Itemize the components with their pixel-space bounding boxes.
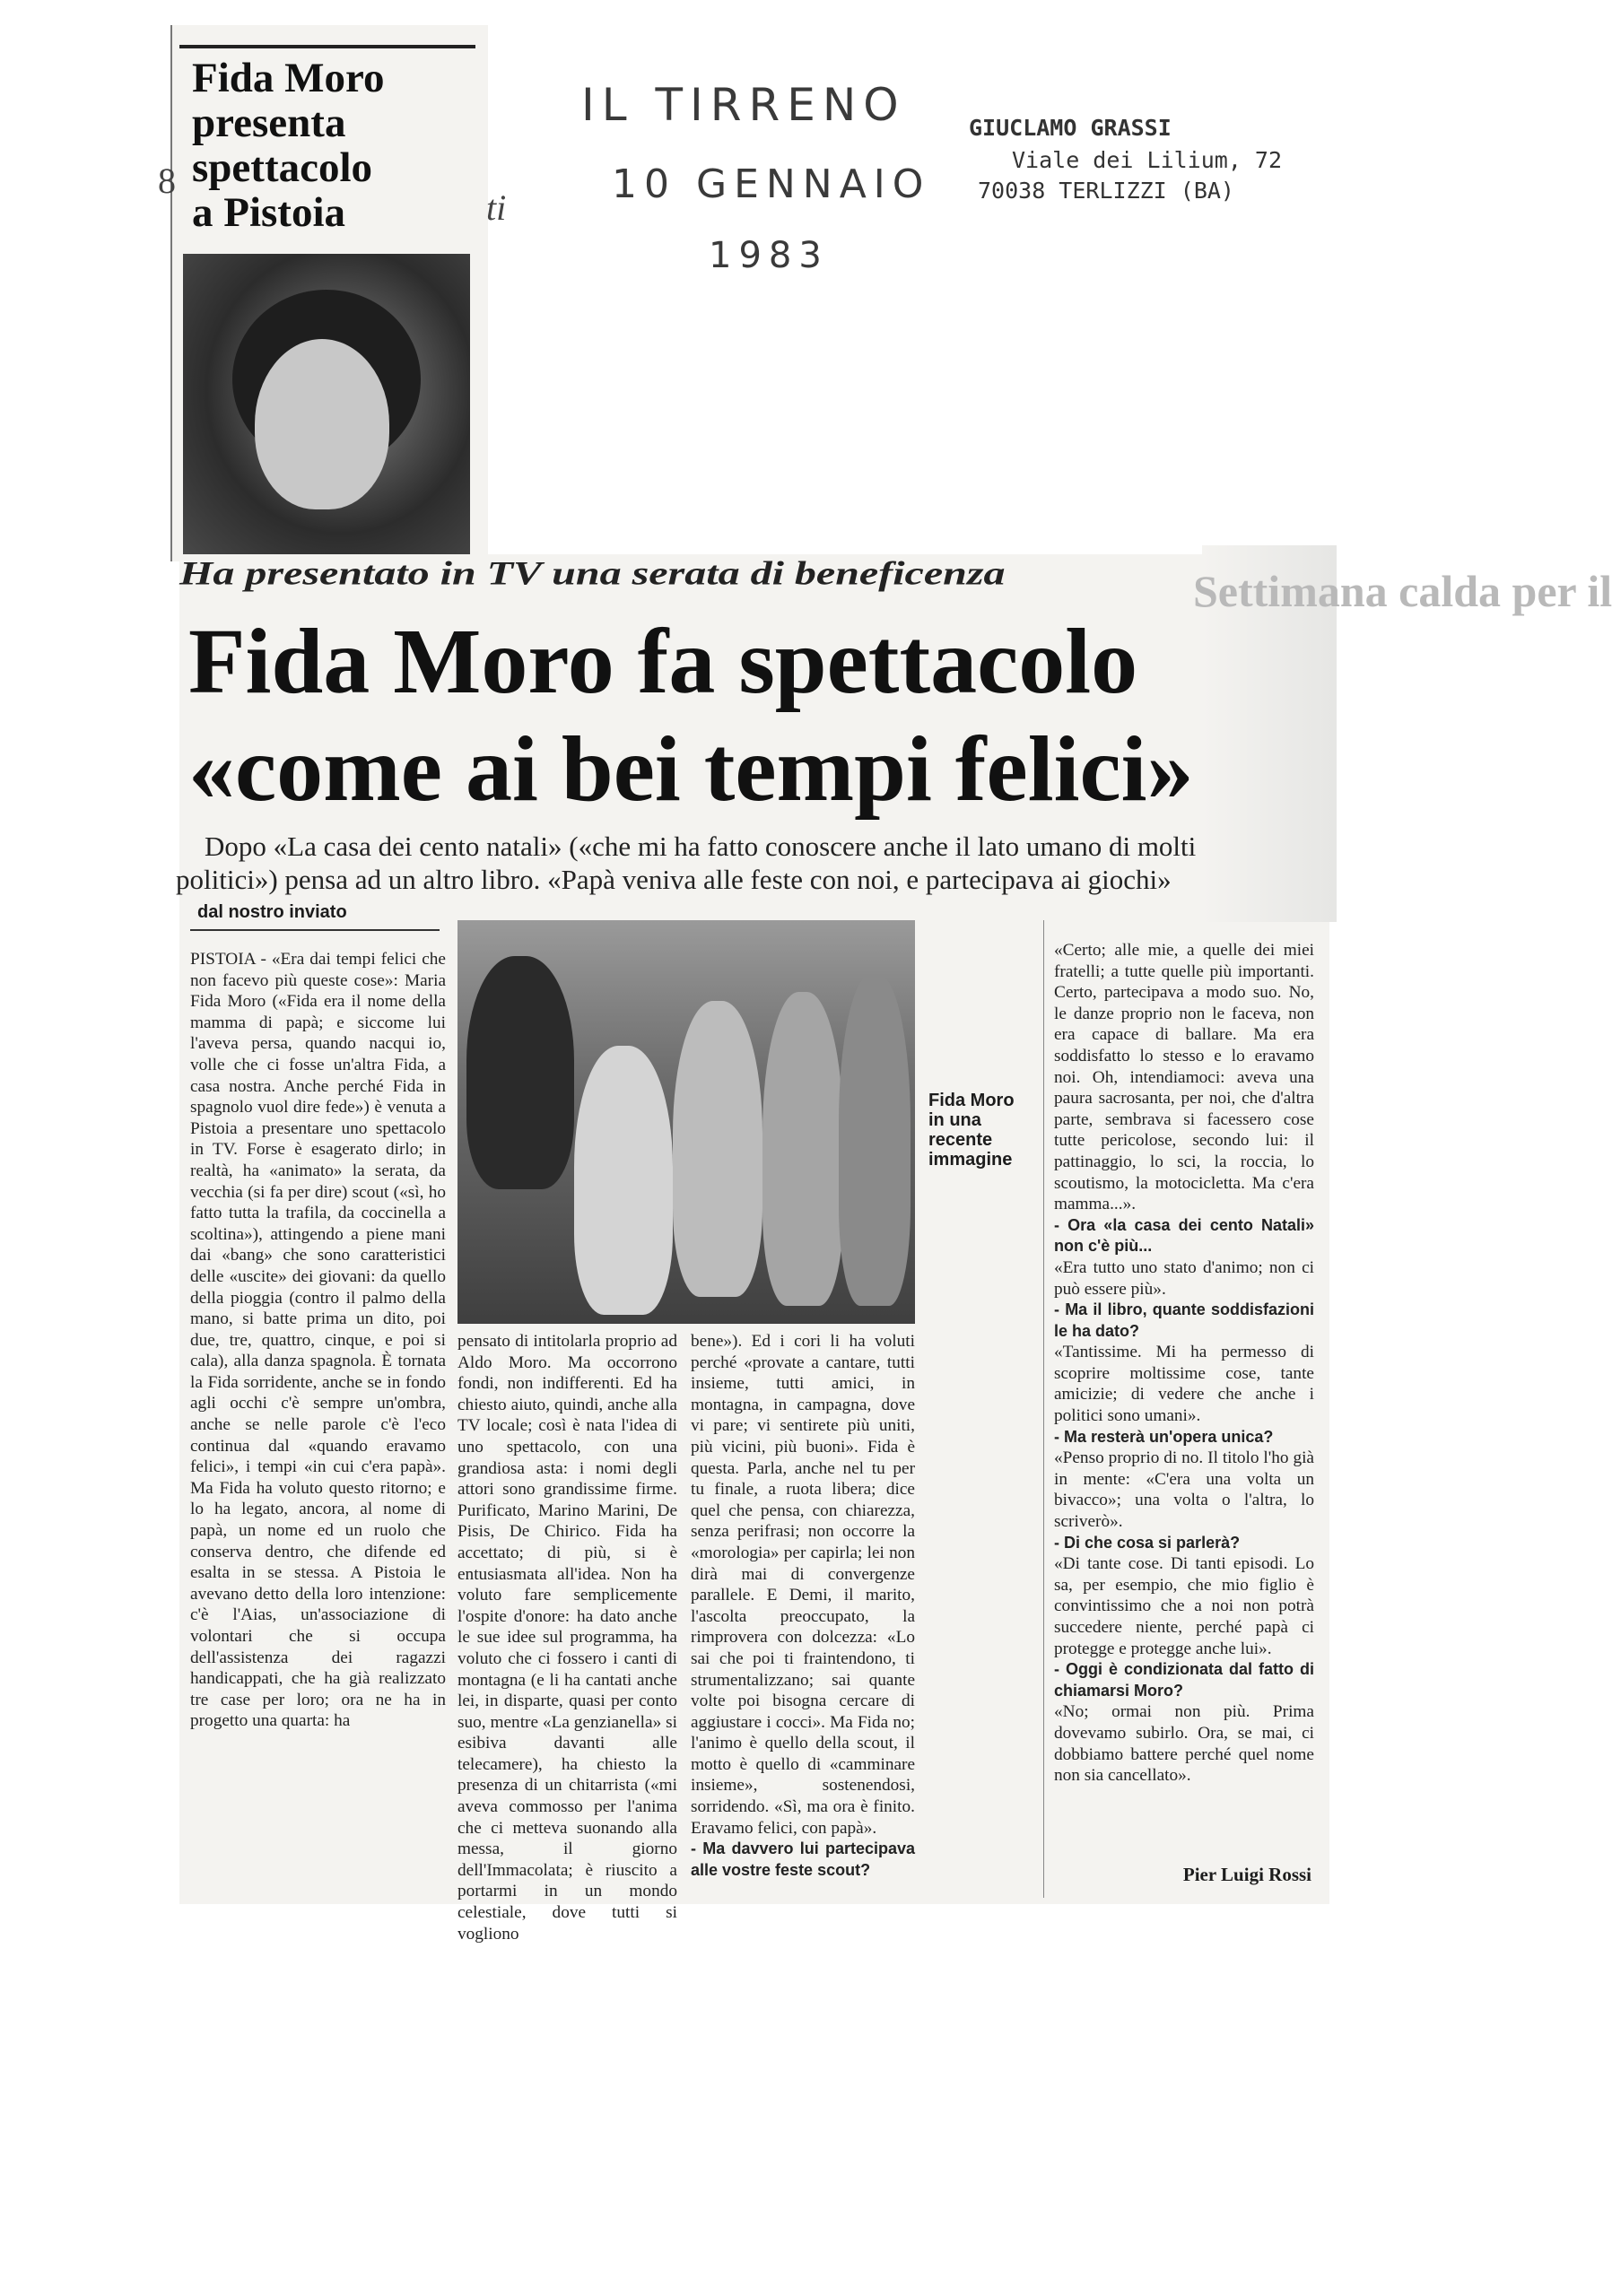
handwritten-date: 10 GENNAIO bbox=[612, 161, 931, 207]
article-deck-line-1: Dopo «La casa dei cento natali» («che mi ha fatto conoscere anche il lato umano di molti bbox=[205, 831, 1197, 862]
photo-figure bbox=[839, 974, 911, 1306]
photo-figure bbox=[466, 956, 574, 1189]
portrait-face bbox=[255, 339, 389, 509]
clipping-headline-line: a Pistoia bbox=[192, 189, 346, 236]
handwritten-newspaper-name: IL TIRRENO bbox=[581, 79, 906, 131]
column-4-answer: «Tantissime. Mi ha permesso di scoprire moltissime cose, tante amicizie; di vedere che anche i politici sono umani». bbox=[1054, 1343, 1314, 1426]
clipping-rule bbox=[179, 45, 475, 48]
caption-line: immagine bbox=[928, 1150, 1013, 1170]
clipping-headline bbox=[192, 56, 479, 235]
article-title-line-1: Fida Moro fa spettacolo bbox=[188, 610, 1138, 713]
article-column-4 bbox=[1054, 940, 1314, 1787]
photo-caption bbox=[928, 1091, 1036, 1170]
column-1-text: PISTOIA - «Era dai tempi felici che non facevo più queste cose»: Maria Fida Moro («Fida era il nome della mamma di papà; e siccome lui l'aveva persa, quando nacqui io, volle che ci fosse un'altra Fida, a casa nostra. Anche perché Fida in spagnolo vuol dire fede») è venuta a Pistoia a presentare uno spettacolo in TV. Forse è esagerato dirlo; in realtà, ha «animato» la serata, da vecchia (si fa per dire) scout («sì, ho fatto tutta la trafila, da coccinella a scoltina»), attingendo a piene mani dai «bang» che sono caratteristici delle «uscite» dei giovani: da quello della pioggia (contro il palmo della mano, si batte prima un dito, poi due, tre, quattro, cinque, e poi si cala), alla danza spagnola. È tornata la Fida sorridente, anche se in fondo agli occhi c'è sempre un'ombra, anche se nelle parole c'è l'eco continua dal «quando eravamo felici», i tempi «in cui c'era papà». Ma Fida ha voluto questo ritorno; e lo ha legato, ancora, al nome di papà, un nome ed un ruolo che conserva dentro, che difende ed esalta in se stessa. A Pistoia le avevano detto della loro intenzione: c'è l'Aias, un'associazione di volontari che si occupa dell'assistenza dei ragazzi handicappati, che ha già realizzato tre case per loro; ora ne ha in progetto una quarta: ha bbox=[190, 950, 446, 1731]
column-4-question: - Di che cosa si parlerà? bbox=[1054, 1533, 1241, 1552]
top-clipping bbox=[170, 25, 488, 561]
article-signature: Pier Luigi Rossi bbox=[1182, 1864, 1311, 1885]
adjacent-headline: Settimana calda per il bbox=[1193, 566, 1612, 616]
column-4-answer: «Penso proprio di no. Il titolo l'ho già in mente: «C'era una volta un bivacco»; una volta o l'altra, lo scriverò». bbox=[1054, 1448, 1314, 1532]
article-column-1 bbox=[190, 949, 446, 1732]
stamp-line-3: 70038 TERLIZZI (BA) bbox=[978, 178, 1234, 204]
clipping-headline-line: presenta bbox=[192, 100, 346, 146]
margin-mark-left: 8 bbox=[158, 161, 176, 201]
column-4-question: - Ma il libro, quante soddisfazioni le ha dato? bbox=[1054, 1300, 1314, 1340]
column-3-question: - Ma davvero lui partecipava alle vostre feste scout? bbox=[691, 1839, 915, 1879]
column-4-answer: «Era tutto uno stato d'animo; non ci può essere più». bbox=[1054, 1257, 1314, 1299]
column-4-question: - Ma resterà un'opera unica? bbox=[1054, 1427, 1274, 1446]
column-4-answer: «Di tante cose. Di tanti episodi. Lo sa, per esempio, che mio figlio è convintissimo che a noi non potrà succedere niente, perché papà ci protegge e protegge anche lui». bbox=[1054, 1554, 1314, 1658]
clipping-headline-line: spettacolo bbox=[192, 144, 373, 191]
column-4-question: - Ora «la casa dei cento Natali» non c'è più... bbox=[1054, 1215, 1314, 1256]
article-kicker: Ha presentato in TV una serata di beneficenza bbox=[179, 554, 1006, 593]
column-divider bbox=[1043, 920, 1044, 1898]
margin-mark-right: ti bbox=[486, 187, 507, 228]
photo-figure bbox=[673, 1001, 762, 1297]
stamp-line-2: Viale dei Lilium, 72 bbox=[1012, 147, 1283, 173]
article-column-3 bbox=[691, 1331, 915, 1881]
clipping-headline-line: Fida Moro bbox=[192, 55, 385, 101]
column-4-question: - Oggi è condizionata dal fatto di chiamarsi Moro? bbox=[1054, 1660, 1314, 1700]
caption-line: recente bbox=[928, 1130, 993, 1150]
caption-line: Fida Moro bbox=[928, 1091, 1015, 1110]
handwritten-year: 1983 bbox=[709, 235, 829, 276]
main-article bbox=[176, 554, 1612, 1944]
group-photo bbox=[457, 920, 915, 1324]
photo-figure bbox=[574, 1046, 673, 1315]
column-3-text: bene»). Ed i cori li ha voluti perché «provate a cantare, tutti insieme, tutti amici, in montagna, in campagna, dove vi pare; vi sentirete più uniti, più vicini, più buoni». Fida è questa. Parla, anche nel tu per tu finale, a ruota libera; dice quel che pensa, con chiarezza, senza perifrasi; non occorre la «morologia» per capirla; lei non dirà mai di convergenze parallele. E Demi, il marito, l'ascolta preoccupato, la rimprovera con dolcezza: «Lo sai che poi ti fraintendono, ti strumentalizzano; sai quante volte poi bisogna cercare di aggiustare i cocci». Ma Fida no; l'animo è quello della scout, il motto è quello di «camminare insieme», sostenendosi, sorridendo. «Sì, ma ora è finito. Eravamo felici, con papà». bbox=[691, 1332, 915, 1838]
column-4-answer: «Certo; alle mie, a quelle dei miei fratelli; a tutte quelle più importanti. Certo, partecipava a modo suo. No, le danze proprio non le faceva, non era capace di ballare. Ma era soddisfatto lo stesso e lo eravamo noi. Oh, intendiamoci: aveva una paura sacrosanta, per noi, che d'altra parte, sembrava si facessero cose tutte pericolose, secondo lui: il pattinaggio, lo sci, la roccia, lo scoutismo, la motocicletta. Ma c'era mamma...». bbox=[1054, 941, 1314, 1214]
stamp-line-1: GIUCLAMO GRASSI bbox=[969, 115, 1172, 141]
column-4-answer: «No; ormai non più. Prima dovevamo subirlo. Ora, se mai, ci dobbiamo battere perché quel nome non sia cancellato». bbox=[1054, 1702, 1314, 1786]
byline-rule bbox=[190, 929, 440, 931]
photo-figure bbox=[762, 992, 843, 1306]
article-byline: dal nostro inviato bbox=[197, 902, 347, 922]
caption-line: in una bbox=[928, 1110, 981, 1130]
article-deck-line-2: politici») pensa ad un altro libro. «Papà veniva alle feste con noi, e partecipava ai giochi» bbox=[176, 864, 1172, 895]
portrait-photo bbox=[183, 254, 470, 559]
article-column-2 bbox=[457, 1331, 677, 1944]
article-title-line-2: «come ai bei tempi felici» bbox=[188, 718, 1194, 821]
column-2-text: pensato di intitolarla proprio ad Aldo Moro. Ma occorrono fondi, non indifferenti. Ed ha chiesto aiuto, quindi, anche alla TV locale; così è nata l'idea di uno spettacolo, con una grandiosa asta: i nomi degli attori sono grandissime firme. Purificato, Marino Marini, De Pisis, De Chirico. Fida ha accettato; di più, si è entusiasmata all'idea. Non ha voluto fare semplicemente l'ospite d'onore: ha dato anche le sue idee sul programma, ha voluto che ci fossero i canti di montagna (e li ha cantati anche lei, in disparte, quasi per conto suo, mentre «La genzianella» si esibiva davanti alle telecamere), ha chiesto la presenza di un chitarrista («mi aveva commosso per l'anima che ci metteva suonando alla messa, il giorno dell'Immacolata; è riuscito a portarmi in un mondo celestiale, dove tutti si vogliono bbox=[457, 1332, 677, 1944]
